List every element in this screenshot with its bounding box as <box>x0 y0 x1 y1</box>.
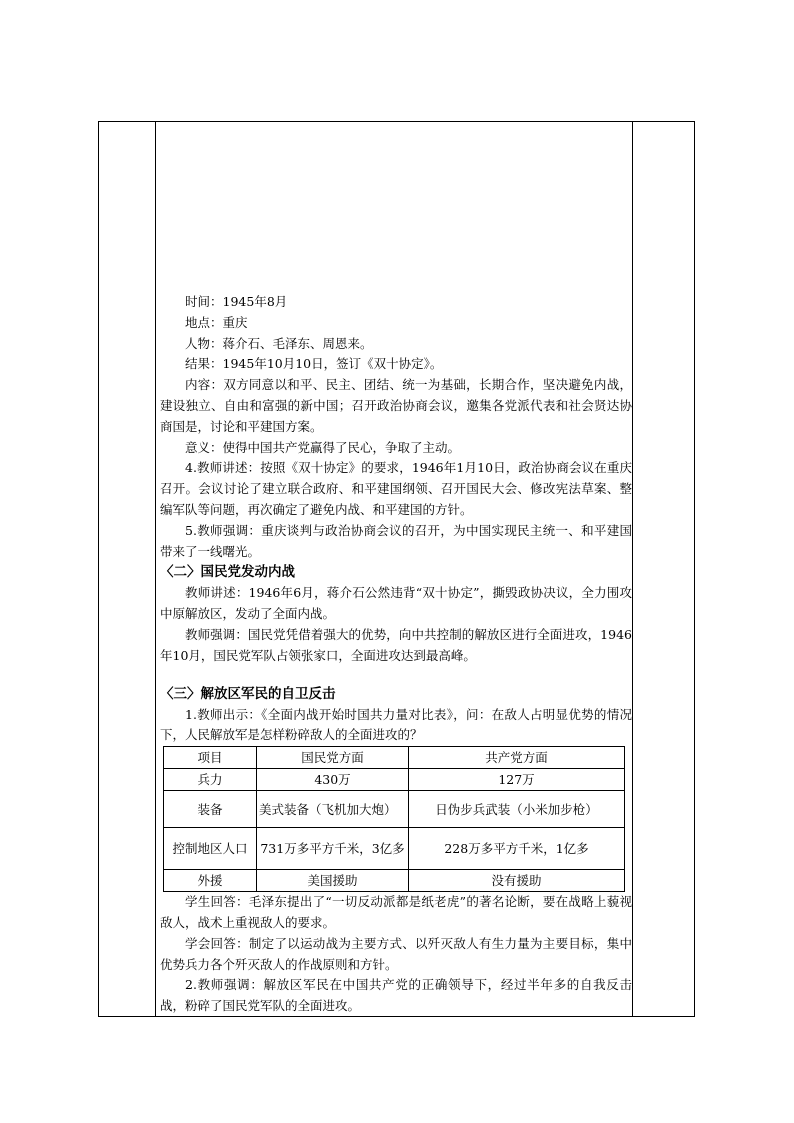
teacher-emphasis-5: 5.教师强调：重庆谈判与政治协商会议的召开，为中国实现民主统一、和平建国带来了一线曙光。 <box>160 522 632 559</box>
section-three-heading: 〈三〉解放区军民的自卫反击 <box>160 685 336 702</box>
table-header-row <box>164 747 625 769</box>
section-two-lecture: 教师讲述：1946年6月，蒋介石公然违背“双十协定”，撕毁政协决议，全力围攻中原解放区，发动了全面内战。 <box>160 585 632 622</box>
section-three-question: 1.教师出示：《全面内战开始时国共力量对比表》，问：在敌人占明显优势的情况下，人民解放军是怎样粉碎敌人的全面进攻的？ <box>160 706 632 743</box>
table-row <box>164 828 625 870</box>
student-answer: 学生回答：毛泽东提出了“一切反动派都是纸老虎”的著名论断，要在战略上藐视敌人，战术上重视敌人的要求。 <box>160 894 632 930</box>
table-row <box>164 769 625 791</box>
content-paragraph: 内容：双方同意以和平、民主、团结、统一为基础，长期合作，坚决避免内战，建设独立、自由和富强的新中国；召开政治协商会议，邀集各党派代表和社会贤达协商国是，讨论和平建国方案。 <box>160 377 632 434</box>
people-line: 人物：蒋介石、毛泽东、周恩来。 <box>185 335 373 351</box>
teacher-emphasis-2: 2.教师强调：解放区军民在中国共产党的正确领导下，经过半年多的自我反击战，粉碎了国民党军队的全面进攻。 <box>160 977 632 1014</box>
table-row <box>164 870 625 892</box>
lesson-content <box>160 292 632 1017</box>
table-cell: 没有援助 <box>409 870 625 892</box>
table-cell: 美式装备（飞机加大炮） <box>257 791 409 828</box>
table-cell: 兵力 <box>164 769 257 791</box>
table-cell: 430万 <box>257 769 409 791</box>
table-cell: 228万多平方千米，1亿多 <box>409 828 625 870</box>
section-two-emphasis: 教师强调：国民党凭借着强大的优势，向中共控制的解放区进行全面进攻，1946年10月，国民党军队占领张家口，全面进攻达到最高峰。 <box>160 626 632 663</box>
table-cell: 装备 <box>164 791 257 828</box>
table-cell: 日伪步兵武装（小米加步枪） <box>409 791 625 828</box>
time-line: 时间：1945年8月 <box>185 294 288 309</box>
spacer <box>160 667 632 684</box>
table-cell: 美国援助 <box>257 870 409 892</box>
teacher-lecture-4: 4.教师讲述：按照《双十协定》的要求，1946年1月10日，政治协商会议在重庆召开。会议讨论了建立联合政府、和平建国纲领、召开国民大会、修改宪法草案、整编军队等问题，再次确定了避免内战、和平建国的方针。 <box>160 460 632 517</box>
column-divider-left <box>155 122 156 1016</box>
section-two-heading: 〈二〉国民党发动内战 <box>160 564 295 581</box>
result-line: 结果：1945年10月10日，签订《双十协定》。 <box>185 356 443 372</box>
table-cell: 127万 <box>409 769 625 791</box>
table-header-cell: 国民党方面 <box>257 747 409 769</box>
force-comparison-table <box>163 746 625 892</box>
column-divider-right <box>632 122 633 1016</box>
table-row <box>164 791 625 828</box>
table-cell: 731万多平方千米，3亿多 <box>257 828 409 870</box>
meaning-paragraph: 意义：使得中国共产党赢得了民心，争取了主动。 <box>185 439 461 455</box>
table-header-cell: 共产党方面 <box>409 747 625 769</box>
table-cell: 控制地区人口 <box>164 828 257 870</box>
study-answer: 学会回答：制定了以运动战为主要方式、以歼灭敌人有生力量为主要目标，集中优势兵力各个歼灭敌人的作战原则和方针。 <box>160 935 632 972</box>
place-line: 地点：重庆 <box>185 314 248 330</box>
table-header-cell: 项目 <box>164 747 257 769</box>
table-cell: 外援 <box>164 870 257 892</box>
